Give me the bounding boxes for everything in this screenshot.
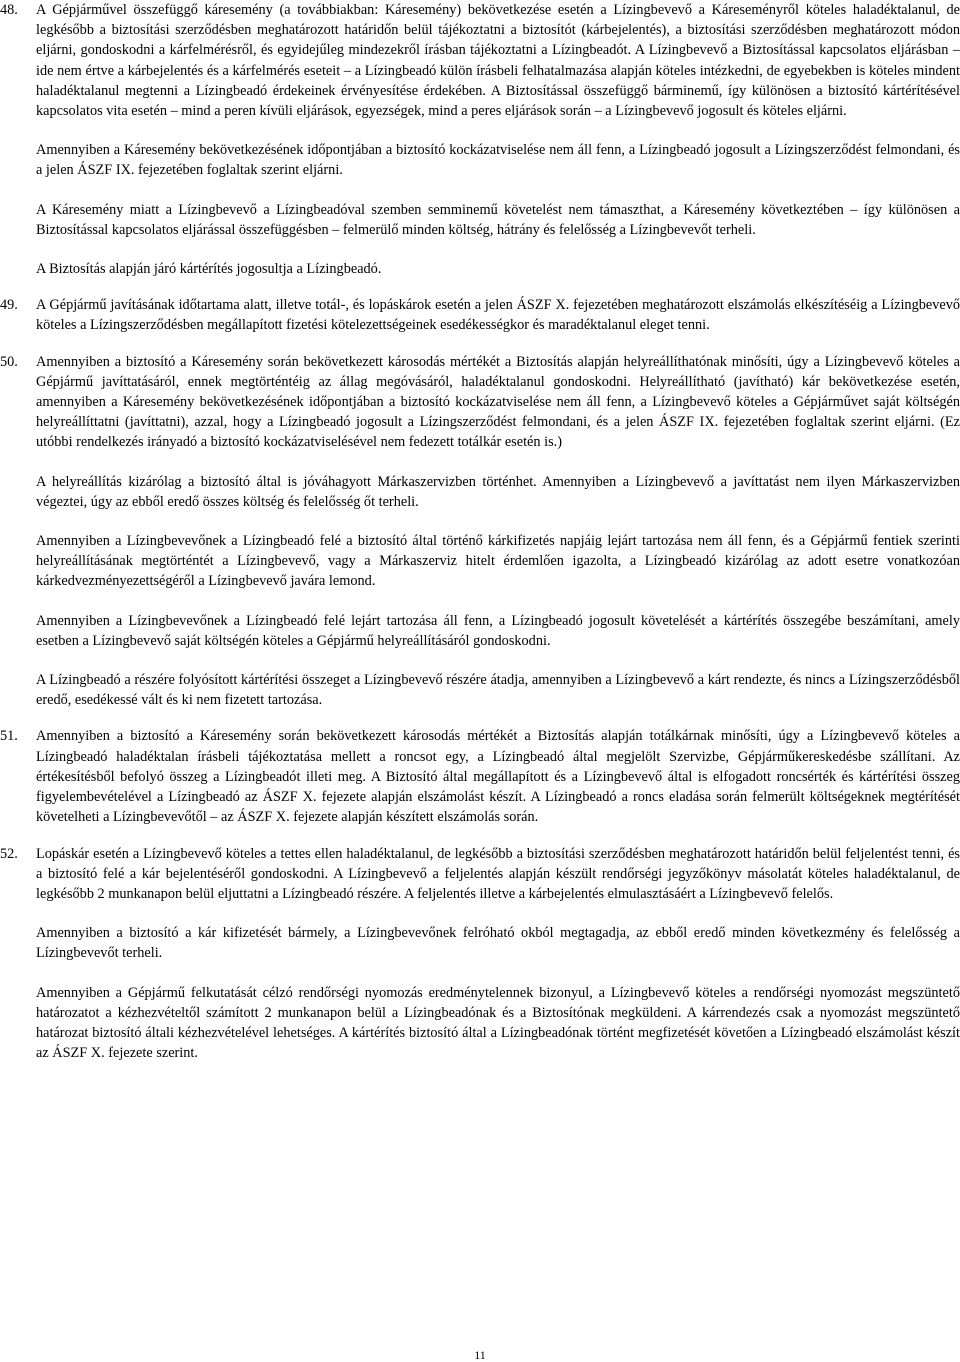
paragraph: Lopáskár esetén a Lízingbevevő köteles a tettes ellen haladéktalanul, de legkésőbb a biztosítási szerződésben meghatározott határidőn belül feljelentést tenni, és a biztosító felé a kár bejelentéséről gondoskodni. A Lízingbevevő a feljelentés alapján készült rendőrségi jegyzőkönyv másolatát köteles haladéktalanul, de legkésőbb 2 munkanapon belül eljuttatni a Lízingbeadó részére. A feljelentés illetve a kárbejelentés elmulasztásáért a Lízingbevevő felelős.: [36, 845, 960, 902]
paragraph: Amennyiben a biztosító a Káresemény során bekövetkezett károsodás mértékét a Biztosítás alapján totálkárnak minősíti, úgy a Lízingbevevő köteles a Lízingbeadó haladéktalan írásbeli tájékoztatása mellett a roncsot egy, a Lízingbeadó által megjelölt Szervizbe, Gépjárműkereskedésbe szállítani. Az értékesítésből befolyó összeg a Lízingbeadót illeti meg. A Biztosító által megállapított és a Lízingbevevő által is elfogadott roncsérték és kártérítési összeg figyelembevételével a Lízingbeadó az ÁSZF X. fejezete alapján elszámolást készít. A Lízingbeadó a roncs eladása során felmerült költségeknek megtérítését követelheti a Lízingbevevőtől – az ÁSZF X. fejezete alapján készített elszámolás során.: [36, 728, 960, 826]
section-number: 51.: [0, 728, 18, 745]
paragraph: Amennyiben a Gépjármű felkutatását célzó rendőrségi nyomozás eredménytelennek bizonyul, a Lízingbevevő köteles a rendőrségi nyomozást megszüntető határozatot a kézhezvételtől számított 2 munkanapon belül a Lízingbeadónak és a Biztosítónak megküldeni. A kárrendezés csak a nyomozást megszüntető határozat biztosító általi kézhezvételével lehetséges. A kártérítés biztosító által a Lízingbeadónak történt megfizetését követően a Lízingbeadó elszámolást készít az ÁSZF X. fejezete szerint.: [36, 984, 960, 1062]
section-number: 48.: [0, 2, 18, 18]
paragraph: A Gépjárművel összefüggő káresemény (a továbbiakban: Káresemény) bekövetkezése esetén a Lízingbevevő a Káreseményről köteles haladéktalanul, de legkésőbb a biztosítási szerződésben meghatározott határidőn belül tájékoztatni a biztosítót (kárbejelentés), a biztosítási szerződésben meghatározott módon eljárni, gondoskodni a kárfelmérésről, és egyidejűleg mindezekről írásban tájékoztatni a Lízingbeadót. A Lízingbevevő a Biztosítással kapcsolatos eljárásban – ide nem értve a kárbejelentés és a kárfelmérés eseteit – a Lízingbeadó külön írásbeli felhatalmazása alapján köteles intézkedni, de egyebekben is köteles mindent haladéktalanul megtenni a Lízingbeadó érdekeinek érvényesítése érdekében. A Biztosítással összefüggő bárminemű, így különösen a biztosító kártérítésével kapcsolatos vita esetén – mind a peren kívüli eljárások, egyezségek, mind a peres eljárások során – a Lízingbevevő jogosult és köteles eljárni.: [36, 2, 960, 120]
section-48: [0, 0, 960, 279]
section-50: [0, 352, 960, 711]
paragraph: Amennyiben a Káresemény bekövetkezésének időpontjában a biztosító kockázatviselése nem áll fenn, a Lízingbeadó jogosult a Lízingszerződést felmondani, és a jelen ÁSZF IX. fejezetében foglaltak szerint eljárni.: [36, 142, 960, 179]
paragraph: Amennyiben a Lízingbevevőnek a Lízingbeadó felé a biztosító által történő kárkifizetés napjáig lejárt tartozása nem áll fenn, és a Gépjármű fentiek szerinti helyreállításának megtörténtét a Lízingbevevő, vagy a Márkaszerviz hitelt érdemlően igazolta, a Lízingbeadó kizárólag az adott esetre vonatkozóan kárkedvezményezettségéről a Lízingbevevő javára lemond.: [36, 533, 960, 590]
section-49: [0, 295, 960, 335]
paragraph: Amennyiben a biztosító a Káresemény során bekövetkezett károsodás mértékét a Biztosítás alapján helyreállíthatónak minősíti, úgy a Lízingbevevő köteles a Gépjármű javíttatásáról, ennek megtörténtéig az állag megóvásáról, haladéktalanul gondoskodni. Helyreállítható (javítható) kár bekövetkezése esetén, amennyiben a Káresemény bekövetkezésének időpontjában a biztosító kockázatviselése nem áll fenn, a Lízingbevevő köteles a Gépjárművet saját költségén helyreállíttatni (javíttatni), azzal, hogy a Lízingbeadó jogosult a Lízingszerződést felmondani, és a jelen ÁSZF IX. fejezetében foglaltak szerint eljárni. (Ez utóbbi rendelkezés irányadó a biztosító kockázatviselésével nem fedezett totálkár esetén is.): [36, 353, 960, 451]
section-51: [0, 726, 960, 827]
paragraph: A Káresemény miatt a Lízingbevevő a Lízingbeadóval szemben semminemű követelést nem támaszthat, a Káresemény következtében – így különösen a Biztosítással kapcsolatos eljárással összefüggésben – felmerülő minden költség, hátrány és felelősség a Lízingbevevőt terheli.: [36, 201, 960, 238]
paragraph: A Biztosítás alapján járó kártérítés jogosultja a Lízingbeadó.: [36, 261, 382, 278]
paragraph: A Lízingbeadó a részére folyósított kártérítési összeget a Lízingbevevő részére átadja, amennyiben a Lízingbevevő a kárt rendezte, és nincs a Lízingszerződésből eredő, esedékessé vált és ki nem fizetett tartozása.: [36, 672, 960, 709]
section-number: 49.: [0, 297, 18, 314]
paragraph: Amennyiben a Lízingbevevőnek a Lízingbeadó felé lejárt tartozása áll fenn, a Lízingbeadó jogosult követelését a kártérítés összegébe beszámítani, amely esetben a Lízingbevevő saját költségén köteles a Gépjármű helyreállításáról gondoskodni.: [36, 612, 960, 649]
page-number: 11: [474, 1348, 486, 1362]
section-number: 50.: [0, 353, 18, 370]
paragraph: A helyreállítás kizárólag a biztosító által is jóváhagyott Márkaszervizben történhet. Amennyiben a Lízingbevevő a javíttatást nem ilyen Márkaszervizben végeztei, úgy az ebből eredő összes költség és felelősség őt terheli.: [36, 473, 960, 510]
paragraph: Amennyiben a biztosító a kár kifizetését bármely, a Lízingbevevőnek felróható okból megtagadja, az ebből eredő minden következmény és felelősség a Lízingbevevőt terheli.: [36, 925, 960, 962]
section-number: 52.: [0, 845, 18, 862]
section-52: [0, 844, 960, 1064]
paragraph: A Gépjármű javításának időtartama alatt, illetve totál-, és lopáskárok esetén a jelen ÁSZF X. fejezetében meghatározott elszámolás elkészítéséig a Lízingbevevő köteles a Lízingszerződésben megállapított fizetési kötelezettségeinek esedékességkor és maradéktalanul eleget tenni.: [36, 297, 960, 334]
